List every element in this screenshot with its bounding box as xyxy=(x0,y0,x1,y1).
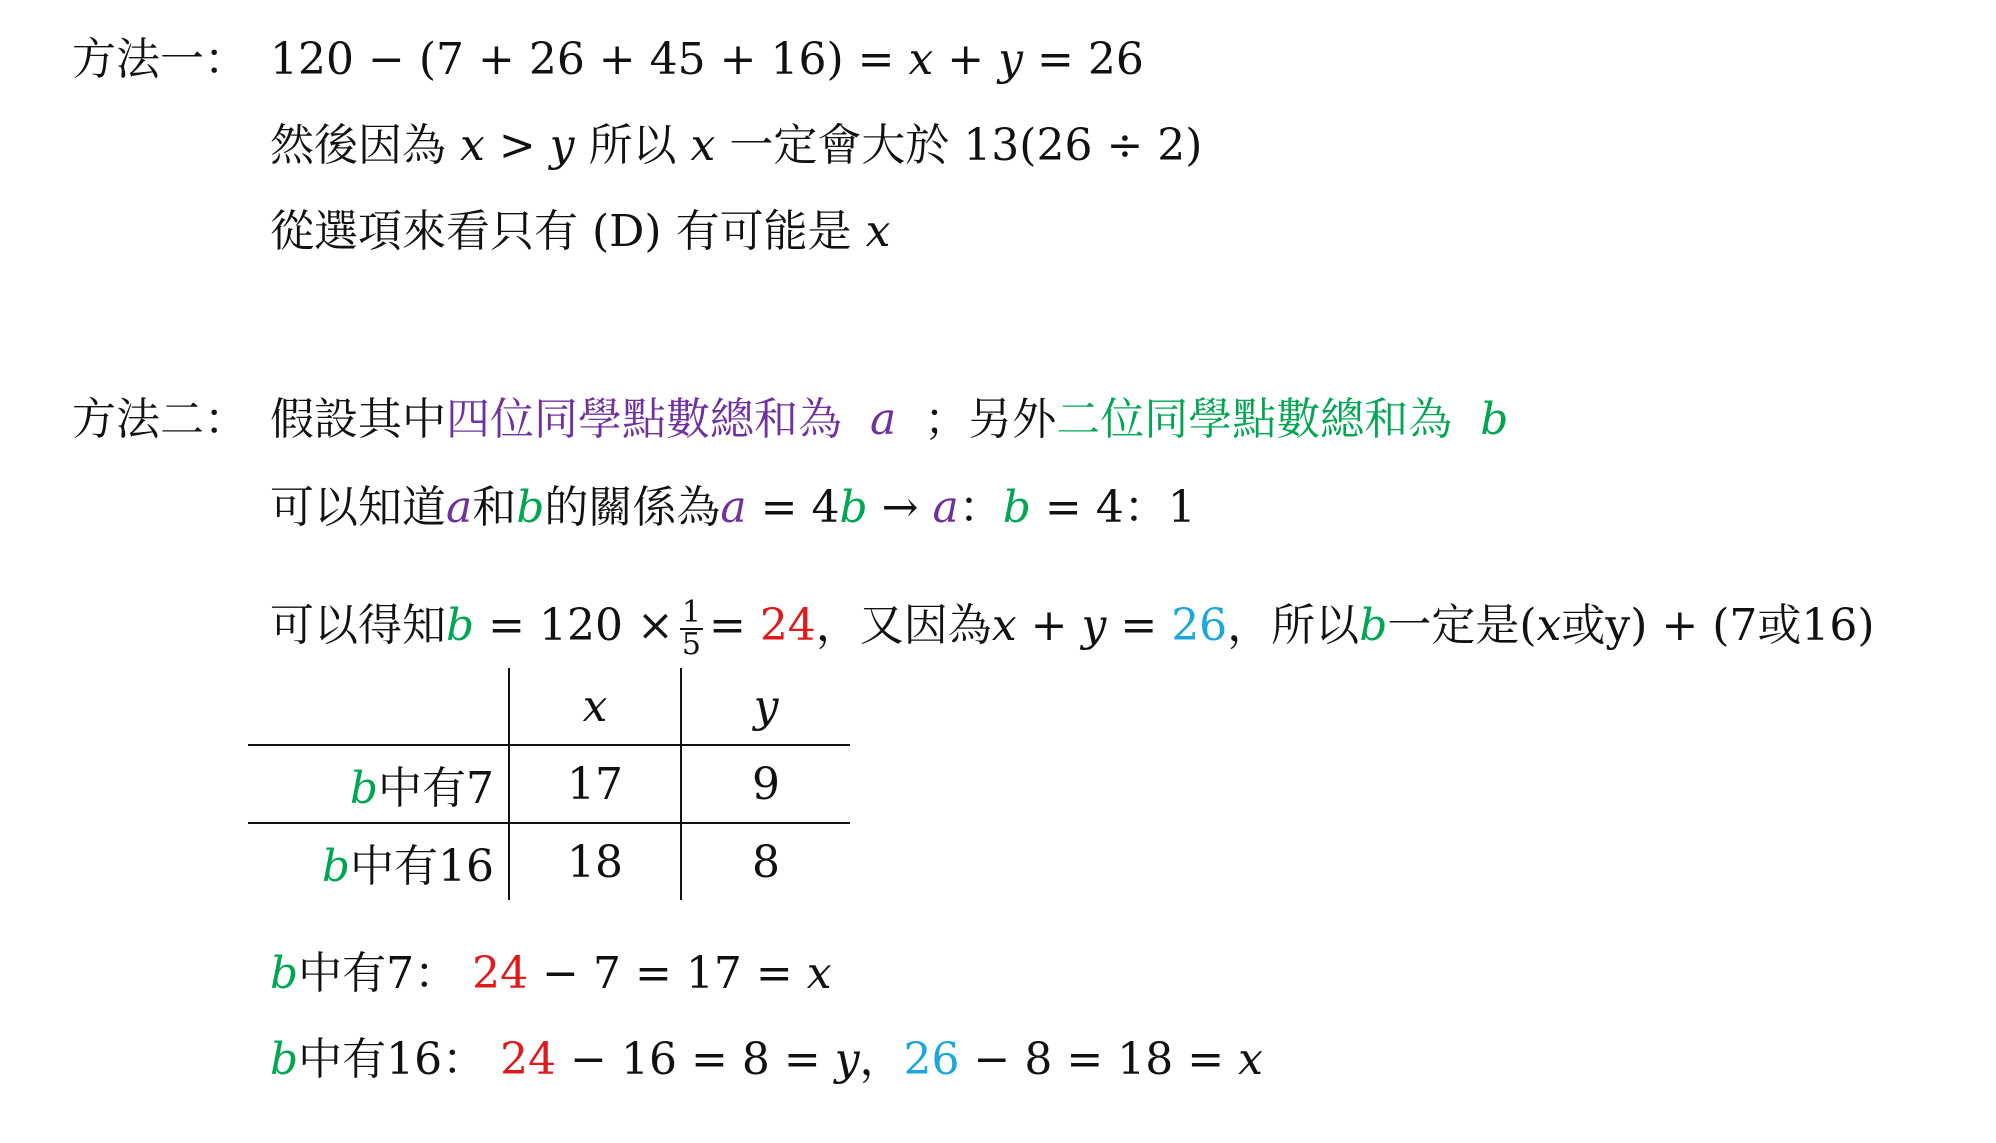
value-24: 24 xyxy=(500,1034,557,1085)
value-26: 26 xyxy=(1171,600,1228,651)
text: ： xyxy=(958,482,1003,533)
eq-text: + xyxy=(933,34,999,85)
table-header-cell xyxy=(248,668,509,745)
var-x: x xyxy=(1536,600,1562,651)
table-header-row xyxy=(248,668,850,745)
text: 從選項來看只有 (D) 有可能是 xyxy=(270,206,866,257)
text: 一定會大於 13(26 ÷ 2) xyxy=(715,120,1203,171)
var-a: a xyxy=(720,482,747,533)
var-a: a xyxy=(870,394,897,445)
table-row xyxy=(248,745,850,823)
text: = 4：1 xyxy=(1030,482,1196,533)
table-cell xyxy=(248,823,509,900)
cases-table xyxy=(248,668,850,900)
text: = xyxy=(1106,600,1172,651)
method2-derivation xyxy=(270,586,1875,666)
text: − 16 = 8 = xyxy=(556,1034,835,1085)
var-a: a xyxy=(446,482,473,533)
text: 可以知道 xyxy=(270,482,446,533)
var-a: a xyxy=(932,482,959,533)
var-x: x xyxy=(690,120,716,171)
fraction-one-fifth xyxy=(680,594,703,662)
text: + xyxy=(1016,600,1082,651)
table-header-cell: x xyxy=(509,668,681,745)
var-b: b xyxy=(446,600,475,651)
method2-relation xyxy=(270,478,1196,538)
text: ；另外 xyxy=(924,394,1057,445)
var-b: b xyxy=(349,763,378,814)
row-label: 中有16 xyxy=(350,841,494,892)
text: 中有16： xyxy=(298,1034,487,1085)
method2-label: 方法二： xyxy=(72,394,248,445)
method1-equation xyxy=(270,30,1144,90)
text: 可以得知 xyxy=(270,600,446,651)
value-26: 26 xyxy=(903,1034,960,1085)
var-b: b xyxy=(321,841,350,892)
text: 和 xyxy=(472,482,517,533)
case-b-has-16 xyxy=(270,1030,1263,1090)
var-y: y xyxy=(998,34,1024,85)
text: − 7 = 17 = xyxy=(528,948,807,999)
var-x: x xyxy=(908,34,934,85)
text: = xyxy=(708,600,760,651)
text: 假設其中 xyxy=(270,394,446,445)
text: 一定是( xyxy=(1387,600,1537,651)
var-b: b xyxy=(516,482,545,533)
text: → xyxy=(867,482,933,533)
text: 中有7： xyxy=(298,948,459,999)
value-24: 24 xyxy=(472,948,529,999)
text: = 4 xyxy=(746,482,840,533)
var-b: b xyxy=(270,1034,299,1085)
text: ，又因為 xyxy=(815,600,992,651)
var-b: b xyxy=(270,948,299,999)
method1-conclusion xyxy=(270,202,890,262)
fraction-numerator: 1 xyxy=(681,594,701,630)
var-y: y xyxy=(834,1034,860,1085)
var-b: b xyxy=(1480,394,1509,445)
var-x: x xyxy=(865,206,891,257)
var-y: y xyxy=(549,120,575,171)
var-x: x xyxy=(806,948,832,999)
four-students-sum-text: 四位同學點數總和為 xyxy=(446,394,842,445)
var-x: x xyxy=(991,600,1017,651)
text: 然後因為 xyxy=(270,120,460,171)
value-24: 24 xyxy=(759,600,816,651)
table-row xyxy=(248,823,850,900)
method1-reasoning xyxy=(270,116,1202,176)
var-b: b xyxy=(839,482,868,533)
text: 所以 xyxy=(574,120,691,171)
eq-text: = 26 xyxy=(1023,34,1144,85)
var-b: b xyxy=(1359,600,1388,651)
text: − 8 = 18 = xyxy=(959,1034,1239,1085)
two-students-sum-text: 二位同學點數總和為 xyxy=(1056,394,1453,445)
var-y: y xyxy=(1081,600,1107,651)
var-b: b xyxy=(1002,482,1031,533)
method1-label: 方法一： xyxy=(72,34,248,85)
text: = 120 × xyxy=(474,600,674,651)
table-cell: 17 xyxy=(509,745,681,823)
table-cell: 18 xyxy=(509,823,681,900)
table-cell: 8 xyxy=(681,823,850,900)
text: ，所以 xyxy=(1227,600,1360,651)
var-x: x xyxy=(1238,1034,1263,1085)
text: 或y) + (7或16) xyxy=(1561,600,1875,651)
text: > xyxy=(484,120,550,171)
method2-assumption xyxy=(270,390,1508,450)
table-cell xyxy=(248,745,509,823)
text: ， xyxy=(859,1034,904,1085)
fraction-denominator: 5 xyxy=(681,626,701,662)
text: 的關係為 xyxy=(544,482,721,533)
var-x: x xyxy=(460,120,485,171)
case-b-has-7 xyxy=(270,944,832,1004)
eq-text: 120 − (7 + 26 + 45 + 16) = xyxy=(270,34,909,85)
table-cell: 9 xyxy=(681,745,850,823)
row-label: 中有7 xyxy=(378,763,494,814)
table-header-cell: y xyxy=(681,668,850,745)
